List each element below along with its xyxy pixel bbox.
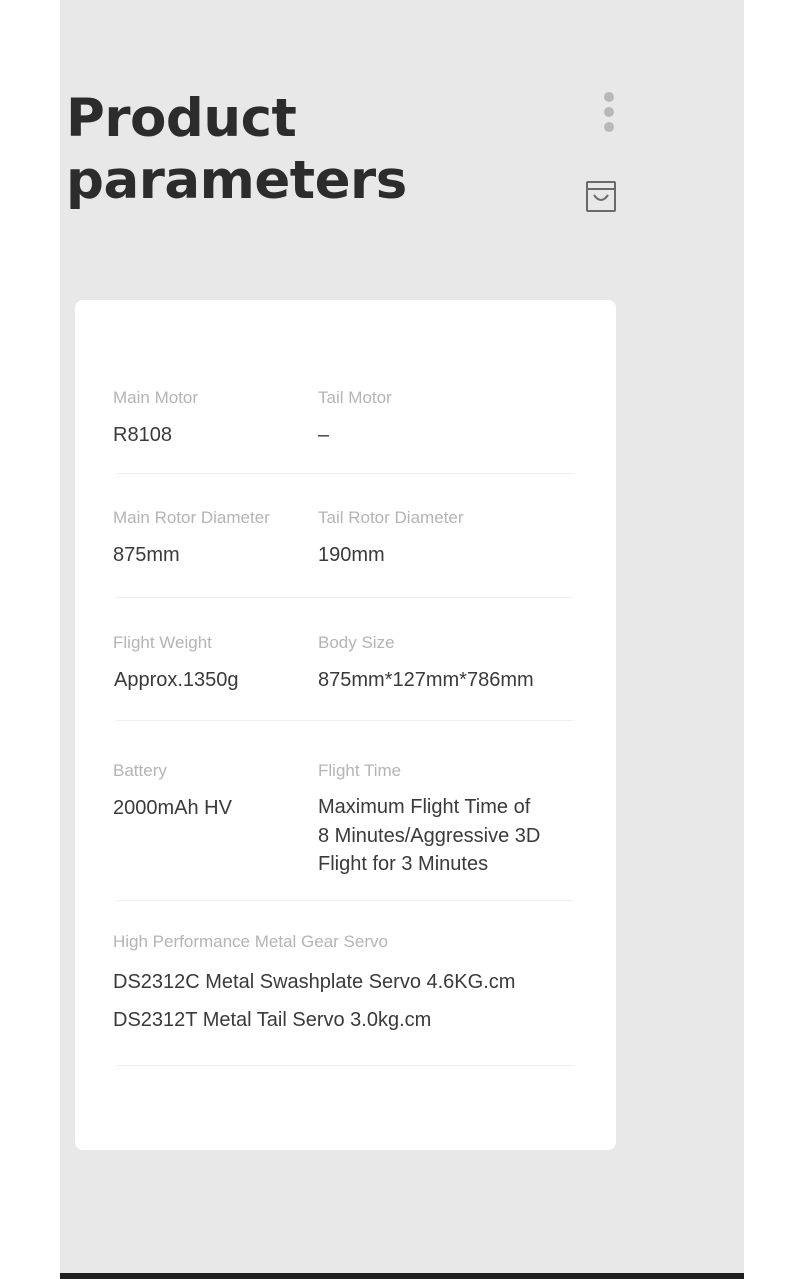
spec-label: Main Rotor Diameter [113, 508, 270, 527]
spec-main-rotor-diameter [113, 508, 313, 569]
spec-label: Body Size [318, 633, 395, 652]
page-title-line-1: Product [66, 88, 297, 149]
spec-value-line: DS2312C Metal Swashplate Servo 4.6KG.cm [113, 971, 516, 993]
divider [116, 473, 573, 474]
spec-value-line: DS2312T Metal Tail Servo 3.0kg.cm [113, 1009, 432, 1031]
more-vertical-icon-dot [604, 107, 614, 117]
page-title [66, 88, 407, 212]
spec-label: Tail Rotor Diameter [318, 508, 464, 527]
spec-value: – [318, 424, 330, 446]
spec-tail-rotor-diameter [318, 508, 573, 569]
spec-label: Tail Motor [318, 388, 392, 407]
spec-value-line: 8 Minutes/Aggressive 3D [318, 824, 541, 847]
spec-flight-weight [113, 633, 313, 694]
spec-label: Flight Weight [113, 633, 212, 652]
divider [116, 900, 573, 901]
divider [116, 597, 573, 598]
spec-label: Main Motor [113, 388, 199, 407]
more-vertical-icon-dot [604, 122, 614, 132]
spec-value-line: Flight for 3 Minutes [318, 853, 489, 875]
divider [116, 720, 573, 721]
spec-value: 875mm*127mm*786mm [318, 669, 534, 691]
spec-main-motor [113, 388, 313, 449]
spec-tail-motor [318, 388, 573, 449]
spec-value: 2000mAh HV [113, 797, 232, 819]
spec-label: High Performance Metal Gear Servo [113, 932, 388, 951]
divider [116, 1065, 573, 1066]
spec-row-servo [113, 932, 573, 1042]
spec-value: Approx.1350g [114, 669, 239, 691]
archive-box-icon [584, 180, 618, 214]
more-vertical-icon [604, 92, 614, 102]
spec-value [318, 793, 573, 879]
spec-flight-time [318, 761, 573, 879]
spec-value: 875mm [113, 544, 180, 566]
spec-label: Battery [113, 761, 167, 780]
spec-battery [113, 761, 313, 822]
spec-value: R8108 [113, 424, 172, 446]
page-title-line-2: parameters [66, 150, 407, 211]
spec-value: 190mm [318, 544, 385, 566]
spec-body-size [318, 633, 573, 694]
spec-card [75, 300, 616, 1150]
spec-label: Flight Time [318, 761, 402, 780]
bottom-bar [60, 1273, 744, 1279]
spec-value-line: Maximum Flight Time of [318, 796, 531, 818]
more-options-button[interactable] [598, 90, 620, 134]
archive-button[interactable] [584, 180, 618, 214]
